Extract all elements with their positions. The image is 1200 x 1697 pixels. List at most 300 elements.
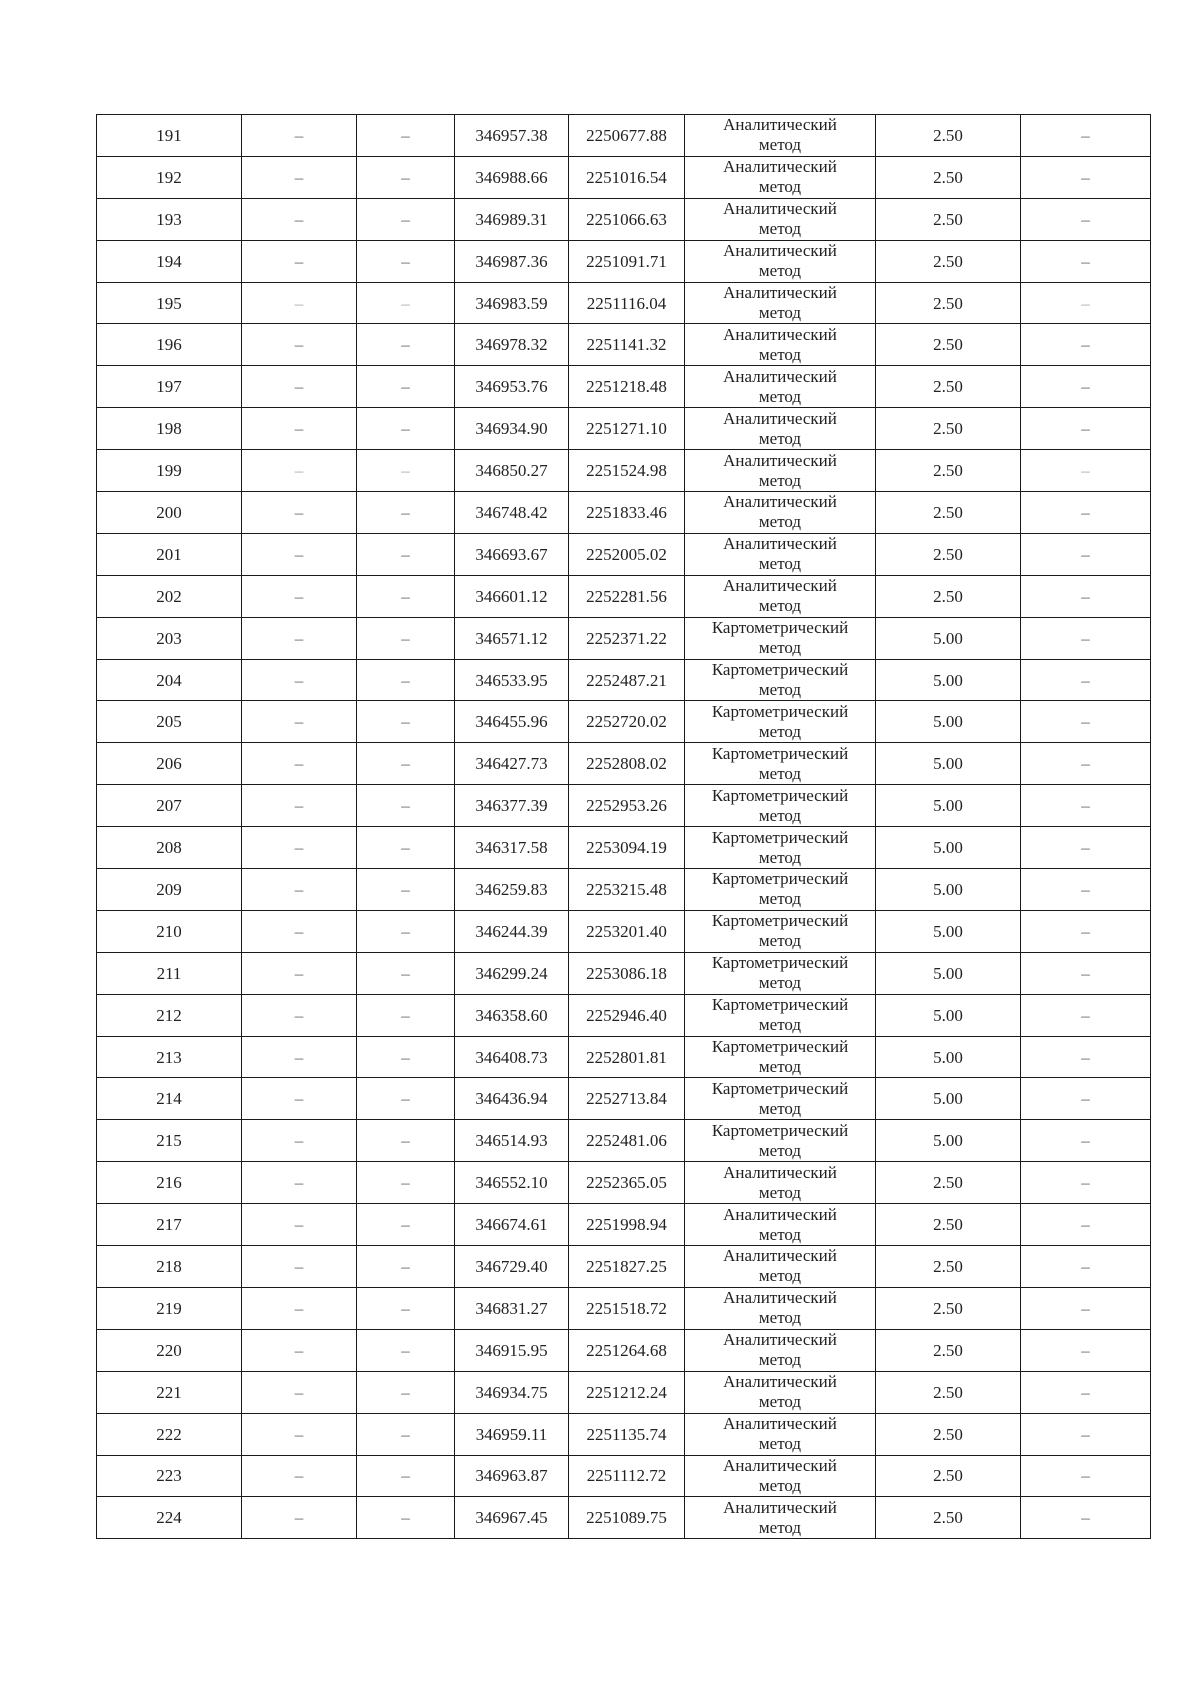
method-cell	[685, 408, 876, 450]
empty-value-cell: –	[1021, 1371, 1151, 1413]
method-name: Аналитический	[723, 1330, 837, 1350]
precision-cell: 2.50	[876, 198, 1021, 240]
table-row	[97, 492, 1151, 534]
method-name: Аналитический	[723, 1414, 837, 1434]
y-coordinate-cell: 2252720.02	[569, 701, 685, 743]
method-name: Аналитический	[723, 492, 837, 512]
x-coordinate-cell: 346259.83	[455, 869, 569, 911]
empty-value-cell: –	[1021, 910, 1151, 952]
method-name: Картометрический	[711, 660, 849, 680]
precision-cell: 5.00	[876, 869, 1021, 911]
empty-value-cell: –	[357, 1329, 455, 1371]
x-coordinate-cell: 346533.95	[455, 659, 569, 701]
y-coordinate-cell: 2251518.72	[569, 1287, 685, 1329]
x-coordinate-cell: 346989.31	[455, 198, 569, 240]
table-row	[97, 1287, 1151, 1329]
empty-value-cell: –	[357, 575, 455, 617]
empty-value-cell: –	[242, 240, 357, 282]
empty-value-cell: –	[242, 198, 357, 240]
point-number-cell: 204	[97, 659, 242, 701]
table-row	[97, 869, 1151, 911]
x-coordinate-cell: 346978.32	[455, 324, 569, 366]
point-number-cell: 219	[97, 1287, 242, 1329]
empty-value-cell: –	[1021, 952, 1151, 994]
point-number-cell: 218	[97, 1246, 242, 1288]
empty-value-cell: –	[242, 1162, 357, 1204]
method-cell	[685, 1413, 876, 1455]
table-row	[97, 366, 1151, 408]
empty-value-cell: –	[242, 1287, 357, 1329]
empty-value-cell: –	[1021, 1036, 1151, 1078]
method-word: метод	[758, 135, 802, 155]
table-row	[97, 198, 1151, 240]
table-row	[97, 1120, 1151, 1162]
y-coordinate-cell: 2251271.10	[569, 408, 685, 450]
method-name: Картометрический	[711, 618, 849, 638]
y-coordinate-cell: 2251827.25	[569, 1246, 685, 1288]
method-name: Аналитический	[723, 366, 837, 386]
y-coordinate-cell: 2251264.68	[569, 1329, 685, 1371]
table-row	[97, 1246, 1151, 1288]
point-number-cell: 215	[97, 1120, 242, 1162]
y-coordinate-cell: 2252371.22	[569, 617, 685, 659]
empty-value-cell: –	[1021, 324, 1151, 366]
method-word: метод	[758, 261, 802, 281]
empty-value-cell: –	[1021, 408, 1151, 450]
method-word: метод	[758, 386, 802, 406]
empty-value-cell: –	[357, 533, 455, 575]
x-coordinate-cell: 346988.66	[455, 156, 569, 198]
empty-value-cell: –	[1021, 1204, 1151, 1246]
y-coordinate-cell: 2252808.02	[569, 743, 685, 785]
x-coordinate-cell: 346377.39	[455, 785, 569, 827]
empty-value-cell: –	[1021, 743, 1151, 785]
method-name: Аналитический	[723, 576, 837, 596]
precision-cell: 2.50	[876, 1497, 1021, 1539]
table-row	[97, 1204, 1151, 1246]
empty-value-cell: –	[357, 994, 455, 1036]
empty-value-cell: –	[1021, 785, 1151, 827]
empty-value-cell: –	[242, 408, 357, 450]
table-row	[97, 533, 1151, 575]
empty-value-cell: –	[357, 785, 455, 827]
method-word: метод	[758, 1057, 802, 1077]
method-name: Картометрический	[711, 995, 849, 1015]
y-coordinate-cell: 2253215.48	[569, 869, 685, 911]
table-row	[97, 240, 1151, 282]
empty-value-cell: –	[357, 910, 455, 952]
empty-value-cell: –	[357, 827, 455, 869]
x-coordinate-cell: 346427.73	[455, 743, 569, 785]
method-name: Аналитический	[723, 1372, 837, 1392]
point-number-cell: 211	[97, 952, 242, 994]
precision-cell: 2.50	[876, 1371, 1021, 1413]
precision-cell: 2.50	[876, 533, 1021, 575]
empty-value-cell: –	[357, 408, 455, 450]
precision-cell: 5.00	[876, 994, 1021, 1036]
x-coordinate-cell: 346850.27	[455, 450, 569, 492]
point-number-cell: 194	[97, 240, 242, 282]
method-cell	[685, 869, 876, 911]
empty-value-cell: –	[357, 1287, 455, 1329]
method-name: Аналитический	[723, 324, 837, 344]
method-word: метод	[758, 1182, 802, 1202]
y-coordinate-cell: 2250677.88	[569, 115, 685, 157]
method-word: метод	[758, 428, 802, 448]
x-coordinate-cell: 346571.12	[455, 617, 569, 659]
point-number-cell: 191	[97, 115, 242, 157]
empty-value-cell: –	[357, 1036, 455, 1078]
empty-value-cell: –	[242, 1329, 357, 1371]
method-name: Аналитический	[723, 534, 837, 554]
precision-cell: 2.50	[876, 324, 1021, 366]
y-coordinate-cell: 2252953.26	[569, 785, 685, 827]
y-coordinate-cell: 2252365.05	[569, 1162, 685, 1204]
precision-cell: 5.00	[876, 1120, 1021, 1162]
empty-value-cell: –	[357, 659, 455, 701]
table-row	[97, 910, 1151, 952]
table-row	[97, 701, 1151, 743]
empty-value-cell: –	[242, 156, 357, 198]
empty-value-cell: –	[242, 827, 357, 869]
method-cell	[685, 282, 876, 324]
table-row	[97, 408, 1151, 450]
precision-cell: 2.50	[876, 1162, 1021, 1204]
empty-value-cell: –	[1021, 1497, 1151, 1539]
y-coordinate-cell: 2252946.40	[569, 994, 685, 1036]
point-number-cell: 210	[97, 910, 242, 952]
precision-cell: 2.50	[876, 1204, 1021, 1246]
empty-value-cell: –	[1021, 994, 1151, 1036]
x-coordinate-cell: 346934.90	[455, 408, 569, 450]
point-number-cell: 216	[97, 1162, 242, 1204]
empty-value-cell: –	[1021, 1287, 1151, 1329]
x-coordinate-cell: 346317.58	[455, 827, 569, 869]
empty-value-cell: –	[242, 492, 357, 534]
table-row	[97, 743, 1151, 785]
method-cell	[685, 1162, 876, 1204]
method-name: Аналитический	[723, 1497, 837, 1517]
method-word: метод	[758, 1517, 802, 1537]
y-coordinate-cell: 2253086.18	[569, 952, 685, 994]
method-name: Картометрический	[711, 1120, 849, 1140]
method-word: метод	[758, 1350, 802, 1370]
table-row	[97, 785, 1151, 827]
empty-value-cell: –	[357, 1120, 455, 1162]
table-row	[97, 1078, 1151, 1120]
method-word: метод	[758, 889, 802, 909]
y-coordinate-cell: 2252281.56	[569, 575, 685, 617]
precision-cell: 2.50	[876, 240, 1021, 282]
x-coordinate-cell: 346674.61	[455, 1204, 569, 1246]
empty-value-cell: –	[1021, 1413, 1151, 1455]
x-coordinate-cell: 346915.95	[455, 1329, 569, 1371]
method-name: Аналитический	[723, 1246, 837, 1266]
point-number-cell: 223	[97, 1455, 242, 1497]
method-name: Аналитический	[723, 283, 837, 302]
precision-cell: 2.50	[876, 115, 1021, 157]
y-coordinate-cell: 2251066.63	[569, 198, 685, 240]
method-word: метод	[758, 638, 802, 658]
method-name: Картометрический	[711, 827, 849, 847]
method-name: Аналитический	[723, 1288, 837, 1308]
empty-value-cell: –	[357, 1162, 455, 1204]
y-coordinate-cell: 2251998.94	[569, 1204, 685, 1246]
table-row	[97, 1162, 1151, 1204]
empty-value-cell: –	[1021, 366, 1151, 408]
y-coordinate-cell: 2252801.81	[569, 1036, 685, 1078]
x-coordinate-cell: 346959.11	[455, 1413, 569, 1455]
point-number-cell: 205	[97, 701, 242, 743]
y-coordinate-cell: 2251112.72	[569, 1455, 685, 1497]
table-row	[97, 1413, 1151, 1455]
empty-value-cell: –	[1021, 115, 1151, 157]
precision-cell: 5.00	[876, 743, 1021, 785]
empty-value-cell: –	[242, 910, 357, 952]
method-word: метод	[758, 1434, 802, 1454]
point-number-cell: 221	[97, 1371, 242, 1413]
y-coordinate-cell: 2251016.54	[569, 156, 685, 198]
method-name: Аналитический	[723, 1162, 837, 1182]
precision-cell: 5.00	[876, 1078, 1021, 1120]
empty-value-cell: –	[357, 743, 455, 785]
empty-value-cell: –	[1021, 198, 1151, 240]
x-coordinate-cell: 346967.45	[455, 1497, 569, 1539]
empty-value-cell: –	[1021, 282, 1151, 324]
y-coordinate-cell: 2251833.46	[569, 492, 685, 534]
method-cell	[685, 198, 876, 240]
method-word: метод	[758, 1475, 802, 1495]
precision-cell: 2.50	[876, 1246, 1021, 1288]
method-cell	[685, 450, 876, 492]
precision-cell: 2.50	[876, 450, 1021, 492]
method-name: Аналитический	[723, 199, 837, 219]
empty-value-cell: –	[1021, 1078, 1151, 1120]
point-number-cell: 208	[97, 827, 242, 869]
table-row	[97, 450, 1151, 492]
point-number-cell: 203	[97, 617, 242, 659]
precision-cell: 2.50	[876, 1413, 1021, 1455]
method-word: метод	[758, 805, 802, 825]
method-word: метод	[758, 763, 802, 783]
y-coordinate-cell: 2251091.71	[569, 240, 685, 282]
empty-value-cell: –	[357, 366, 455, 408]
empty-value-cell: –	[357, 1204, 455, 1246]
empty-value-cell: –	[357, 1497, 455, 1539]
method-cell	[685, 1371, 876, 1413]
x-coordinate-cell: 346552.10	[455, 1162, 569, 1204]
point-number-cell: 222	[97, 1413, 242, 1455]
empty-value-cell: –	[357, 282, 455, 324]
empty-value-cell: –	[242, 994, 357, 1036]
x-coordinate-cell: 346455.96	[455, 701, 569, 743]
method-name: Картометрический	[711, 1037, 849, 1057]
table-row	[97, 1036, 1151, 1078]
method-word: метод	[758, 1308, 802, 1328]
y-coordinate-cell: 2253094.19	[569, 827, 685, 869]
point-number-cell: 217	[97, 1204, 242, 1246]
x-coordinate-cell: 346514.93	[455, 1120, 569, 1162]
method-cell	[685, 659, 876, 701]
point-number-cell: 193	[97, 198, 242, 240]
method-name: Картометрический	[711, 953, 849, 973]
table-row	[97, 659, 1151, 701]
x-coordinate-cell: 346601.12	[455, 575, 569, 617]
precision-cell: 5.00	[876, 701, 1021, 743]
empty-value-cell: –	[357, 1455, 455, 1497]
empty-value-cell: –	[242, 1455, 357, 1497]
method-cell	[685, 827, 876, 869]
method-word: метод	[758, 219, 802, 239]
precision-cell: 2.50	[876, 1287, 1021, 1329]
x-coordinate-cell: 346934.75	[455, 1371, 569, 1413]
empty-value-cell: –	[357, 701, 455, 743]
method-word: метод	[758, 512, 802, 532]
empty-value-cell: –	[1021, 659, 1151, 701]
y-coordinate-cell: 2251135.74	[569, 1413, 685, 1455]
table-row	[97, 952, 1151, 994]
point-number-cell: 198	[97, 408, 242, 450]
table-row	[97, 1455, 1151, 1497]
method-word: метод	[758, 931, 802, 951]
method-name: Картометрический	[711, 1078, 849, 1098]
method-name: Картометрический	[711, 911, 849, 931]
empty-value-cell: –	[242, 952, 357, 994]
empty-value-cell: –	[242, 869, 357, 911]
method-cell	[685, 324, 876, 366]
precision-cell: 2.50	[876, 575, 1021, 617]
coordinates-table	[96, 114, 1151, 1539]
point-number-cell: 220	[97, 1329, 242, 1371]
y-coordinate-cell: 2252481.06	[569, 1120, 685, 1162]
method-word: метод	[758, 1098, 802, 1118]
empty-value-cell: –	[1021, 1120, 1151, 1162]
empty-value-cell: –	[242, 659, 357, 701]
y-coordinate-cell: 2251524.98	[569, 450, 685, 492]
method-cell	[685, 910, 876, 952]
empty-value-cell: –	[242, 115, 357, 157]
method-word: метод	[758, 847, 802, 867]
method-word: метод	[758, 344, 802, 364]
method-cell	[685, 1455, 876, 1497]
point-number-cell: 207	[97, 785, 242, 827]
method-cell	[685, 1246, 876, 1288]
empty-value-cell: –	[1021, 869, 1151, 911]
y-coordinate-cell: 2251141.32	[569, 324, 685, 366]
x-coordinate-cell: 346953.76	[455, 366, 569, 408]
method-cell	[685, 785, 876, 827]
empty-value-cell: –	[1021, 533, 1151, 575]
empty-value-cell: –	[357, 492, 455, 534]
y-coordinate-cell: 2251116.04	[569, 282, 685, 324]
point-number-cell: 197	[97, 366, 242, 408]
method-cell	[685, 617, 876, 659]
method-word: метод	[758, 1392, 802, 1412]
table-row	[97, 156, 1151, 198]
method-word: метод	[758, 1140, 802, 1160]
empty-value-cell: –	[242, 1204, 357, 1246]
table-row	[97, 115, 1151, 157]
x-coordinate-cell: 346693.67	[455, 533, 569, 575]
y-coordinate-cell: 2253201.40	[569, 910, 685, 952]
method-word: метод	[758, 721, 802, 741]
empty-value-cell: –	[357, 1413, 455, 1455]
precision-cell: 2.50	[876, 1455, 1021, 1497]
method-name: Картометрический	[711, 701, 849, 721]
method-word: метод	[758, 303, 802, 322]
empty-value-cell: –	[242, 1120, 357, 1162]
empty-value-cell: –	[242, 743, 357, 785]
method-name: Аналитический	[723, 241, 837, 261]
y-coordinate-cell: 2251089.75	[569, 1497, 685, 1539]
empty-value-cell: –	[242, 575, 357, 617]
empty-value-cell: –	[1021, 701, 1151, 743]
method-name: Аналитический	[723, 1455, 837, 1475]
empty-value-cell: –	[1021, 1329, 1151, 1371]
method-word: метод	[758, 973, 802, 993]
table-body	[97, 115, 1151, 1539]
table-row	[97, 575, 1151, 617]
precision-cell: 2.50	[876, 282, 1021, 324]
method-name: Аналитический	[723, 115, 837, 135]
method-name: Картометрический	[711, 785, 849, 805]
method-word: метод	[758, 470, 802, 490]
method-cell	[685, 240, 876, 282]
x-coordinate-cell: 346299.24	[455, 952, 569, 994]
table-row	[97, 994, 1151, 1036]
table-row	[97, 827, 1151, 869]
method-cell	[685, 952, 876, 994]
empty-value-cell: –	[357, 1078, 455, 1120]
method-name: Аналитический	[723, 157, 837, 177]
method-cell	[685, 575, 876, 617]
method-name: Аналитический	[723, 450, 837, 470]
empty-value-cell: –	[1021, 617, 1151, 659]
table-row	[97, 282, 1151, 324]
precision-cell: 5.00	[876, 910, 1021, 952]
x-coordinate-cell: 346729.40	[455, 1246, 569, 1288]
empty-value-cell: –	[242, 282, 357, 324]
point-number-cell: 192	[97, 156, 242, 198]
x-coordinate-cell: 346957.38	[455, 115, 569, 157]
empty-value-cell: –	[242, 1371, 357, 1413]
method-cell	[685, 1078, 876, 1120]
empty-value-cell: –	[1021, 575, 1151, 617]
empty-value-cell: –	[1021, 1455, 1151, 1497]
method-cell	[685, 743, 876, 785]
table-row	[97, 324, 1151, 366]
empty-value-cell: –	[242, 1036, 357, 1078]
table-row	[97, 1497, 1151, 1539]
empty-value-cell: –	[242, 1497, 357, 1539]
method-word: метод	[758, 680, 802, 700]
method-name: Картометрический	[711, 869, 849, 889]
empty-value-cell: –	[357, 952, 455, 994]
method-cell	[685, 701, 876, 743]
empty-value-cell: –	[242, 617, 357, 659]
empty-value-cell: –	[1021, 492, 1151, 534]
x-coordinate-cell: 346987.36	[455, 240, 569, 282]
empty-value-cell: –	[242, 1246, 357, 1288]
x-coordinate-cell: 346963.87	[455, 1455, 569, 1497]
method-name: Картометрический	[711, 743, 849, 763]
y-coordinate-cell: 2251212.24	[569, 1371, 685, 1413]
method-cell	[685, 533, 876, 575]
precision-cell: 5.00	[876, 827, 1021, 869]
table-row	[97, 1329, 1151, 1371]
empty-value-cell: –	[357, 1246, 455, 1288]
empty-value-cell: –	[357, 324, 455, 366]
